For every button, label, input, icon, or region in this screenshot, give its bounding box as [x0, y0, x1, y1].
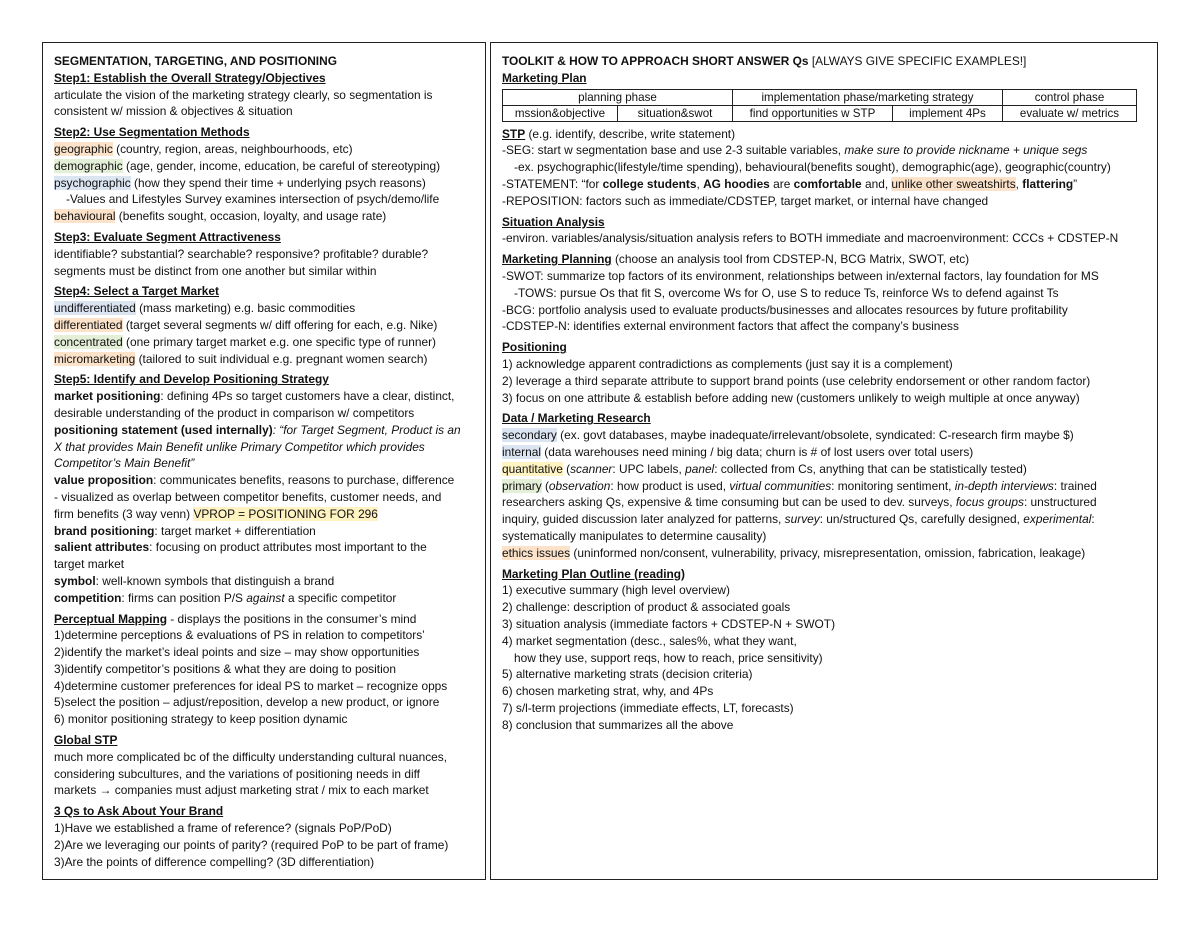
list-item: 1) acknowledge apparent contradictions as complements (just say it is a complement)	[502, 356, 953, 371]
target-micromarketing	[54, 351, 475, 368]
term-desc: a specific competitor	[284, 590, 397, 605]
positioning-statement	[54, 422, 475, 439]
research-primary-cont	[502, 511, 1147, 528]
right-panel	[490, 42, 1158, 880]
research-quantitative	[502, 461, 1147, 478]
text: :	[1091, 512, 1095, 527]
term-behavioural: behavioural	[54, 209, 116, 224]
term-desc: : focusing on product attributes most important to the	[149, 540, 427, 555]
list-item: 4) market segmentation (desc., sales%, what they want,	[502, 633, 797, 648]
planning-line: -SWOT: summarize top factors of its environment, relationships between in/external factors, lay foundation for MS	[502, 268, 1099, 283]
term-primary: primary	[502, 478, 542, 493]
list-item: 3)identify competitor’s positions & what they are doing to position	[54, 661, 396, 676]
vprop-highlight: VPROP = POSITIONING FOR 296	[193, 506, 378, 521]
segmentation-geographic	[54, 141, 475, 158]
list-item: 1) executive summary (high level overview)	[502, 583, 730, 598]
research-primary	[502, 478, 1147, 495]
marketing-plan-table	[502, 89, 1137, 122]
research-ethics	[502, 545, 1147, 562]
heading-desc: - displays the positions in the consumer’s mind	[166, 611, 417, 626]
positioning-heading: Positioning	[502, 340, 567, 355]
step3-heading: Step3: Evaluate Segment Attractiveness	[54, 229, 281, 244]
segmentation-demographic	[54, 158, 475, 175]
term-demographic: demographic	[54, 158, 123, 173]
heading-desc: (e.g. identify, describe, write statement)	[525, 126, 736, 141]
term: value proposition	[54, 473, 154, 488]
positioning-statement-cont: X that provides Main Benefit unlike Primary Competitor which provides	[54, 439, 425, 454]
planning-line: -BCG: portfolio analysis used to evaluate products/businesses and allocates resources by future profitability	[502, 302, 1068, 317]
table-cell: planning phase	[503, 89, 733, 105]
title-note: [ALWAYS GIVE SPECIFIC EXAMPLES!]	[808, 54, 1027, 68]
term: symbol	[54, 573, 96, 588]
list-item: 2) leverage a third separate attribute to support brand points (use celebrity endorsement or other random factor)	[502, 373, 1091, 388]
marketing-planning-heading	[502, 251, 1147, 268]
term-desc: (target several segments w/ diff offering for each, e.g. Nike)	[122, 317, 438, 332]
text: ,	[1015, 176, 1023, 191]
market-positioning	[54, 388, 475, 405]
heading-desc: (choose an analysis tool from CDSTEP-N, BCG Matrix, SWOT, etc)	[611, 252, 970, 267]
text: observation	[548, 478, 611, 493]
target-undifferentiated	[54, 300, 475, 317]
positioning-statement-cont: Competitor’s Main Benefit”	[54, 456, 195, 471]
heading: Marketing Planning	[502, 252, 612, 267]
text: focus groups	[955, 495, 1024, 510]
text: : collected from Cs, anything that can be statistically tested)	[714, 461, 1027, 476]
term-desc: (how they spend their time + underlying psych reasons)	[130, 175, 426, 190]
value-proposition	[54, 472, 475, 489]
text: (	[562, 461, 571, 476]
term-differentiated: differentiated	[54, 317, 123, 332]
left-title: SEGMENTATION, TARGETING, AND POSITIONING	[54, 54, 337, 68]
research-secondary	[502, 427, 1147, 444]
target-differentiated	[54, 317, 475, 334]
text: -SEG: start w segmentation base and use 2-3 suitable variables,	[502, 143, 845, 158]
text: are	[769, 176, 794, 191]
text: survey	[784, 512, 820, 527]
stp-seg	[502, 142, 1147, 159]
term-micromarketing: micromarketing	[54, 351, 136, 366]
term-psychographic: psychographic	[54, 175, 131, 190]
table-cell: mssion&objective	[503, 105, 618, 121]
vals-note: -Values and Lifestyles Survey examines intersection of psych/demo/life	[66, 192, 440, 207]
list-item: how they use, support reqs, how to reach, price sensitivity)	[514, 650, 823, 665]
text: virtual communities	[729, 478, 832, 493]
list-item: 8) conclusion that summarizes all the above	[502, 717, 734, 732]
term-desc: (uninformed non/consent, vulnerability, privacy, misrepresentation, omission, fabrication, leakage)	[570, 545, 1086, 560]
term-desc: (tailored to suit individual e.g. pregnant women search)	[135, 351, 428, 366]
text: ”	[1073, 176, 1078, 191]
value-proposition-cont: - visualized as overlap between competitor benefits, customer needs, and	[54, 489, 442, 504]
global-stp-heading: Global STP	[54, 733, 118, 748]
list-item: 4)determine customer preferences for ideal PS to market – recognize opps	[54, 678, 448, 693]
term-internal: internal	[502, 444, 541, 459]
term-desc: (mass marketing) e.g. basic commodities	[135, 301, 356, 316]
term-concentrated: concentrated	[54, 334, 123, 349]
list-item: 5)select the position – adjust/reposition, develop a new product, or ignore	[54, 695, 440, 710]
text: : UPC labels,	[612, 461, 686, 476]
value-proposition-cont	[54, 506, 475, 523]
term-desc: (country, region, areas, neighbourhoods, etc)	[112, 141, 353, 156]
global-stp-line: much more complicated bc of the difficulty understanding cultural nuances,	[54, 749, 448, 764]
text: : monitoring sentiment,	[831, 478, 955, 493]
step4-heading: Step4: Select a Target Market	[54, 284, 219, 299]
research-heading: Data / Marketing Research	[502, 411, 651, 426]
list-item: 7) s/l-term projections (immediate effects, LT, forecasts)	[502, 700, 794, 715]
term-desc: : well-known symbols that distinguish a brand	[95, 573, 335, 588]
list-item: 6) chosen marketing strat, why, and 4Ps	[502, 684, 714, 699]
salient-attributes	[54, 539, 475, 556]
term-desc: : “for Target Segment, Product is an	[272, 422, 461, 437]
global-stp-line: markets → companies must adjust marketing strat / mix to each market	[54, 783, 429, 798]
text: : unstructured	[1023, 495, 1097, 510]
text-highlight: unlike other sweatshirts	[891, 176, 1016, 191]
text: scanner	[570, 461, 613, 476]
table-cell: implementation phase/marketing strategy	[733, 89, 1003, 105]
stp-statement	[502, 176, 1147, 193]
text: (	[541, 478, 549, 493]
text: ,	[696, 176, 704, 191]
perceptual-mapping-heading	[54, 611, 475, 628]
salient-attributes-cont: target market	[54, 557, 125, 572]
outline-heading: Marketing Plan Outline (reading)	[502, 566, 686, 581]
research-internal	[502, 444, 1147, 461]
right-title	[502, 53, 1147, 70]
text: -STATEMENT: “for	[502, 176, 603, 191]
step1-line: consistent w/ mission & objectives & situation	[54, 104, 293, 119]
term-desc: (data warehouses need mining / big data; churn is # of lost users over total users)	[541, 444, 974, 459]
list-item: 3) focus on one attribute & establish before adding new (customers unlikely to weigh multiple at once anyway)	[502, 390, 1080, 405]
planning-line: -CDSTEP-N: identifies external environment factors that affect the company’s business	[502, 319, 959, 334]
term-quantitative: quantitative	[502, 461, 563, 476]
table-cell: find opportunities w STP	[733, 105, 893, 121]
stp-heading	[502, 126, 1147, 143]
list-item: 3) situation analysis (immediate factors + CDSTEP-N + SWOT)	[502, 616, 836, 631]
text: comfortable	[793, 176, 862, 191]
term-ethics: ethics issues	[502, 545, 571, 560]
text: in-depth interviews	[954, 478, 1054, 493]
term: brand positioning	[54, 523, 155, 538]
text: and,	[861, 176, 892, 191]
term: competition	[54, 590, 122, 605]
heading: Perceptual Mapping	[54, 611, 167, 626]
list-item: 1)Have we established a frame of reference? (signals PoP/PoD)	[54, 821, 392, 836]
target-concentrated	[54, 334, 475, 351]
segmentation-psychographic	[54, 175, 475, 192]
marketing-plan-heading: Marketing Plan	[502, 70, 587, 85]
text: panel	[685, 461, 715, 476]
brand-questions-heading: 3 Qs to Ask About Your Brand	[54, 804, 224, 819]
table-cell: control phase	[1003, 89, 1137, 105]
term-geographic: geographic	[54, 141, 113, 156]
competition	[54, 590, 475, 607]
text: inquiry, guided discussion later analyzed for patterns,	[502, 512, 785, 527]
stp-reposition: -REPOSITION: factors such as immediate/CDSTEP, target market, or internal have changed	[502, 193, 989, 208]
text: : un/structured Qs, carefully designed,	[819, 512, 1024, 527]
term-desc: against	[246, 590, 285, 605]
term-secondary: secondary	[502, 428, 557, 443]
list-item: 5) alternative marketing strats (decision criteria)	[502, 667, 753, 682]
list-item: 6) monitor positioning strategy to keep position dynamic	[54, 712, 348, 727]
text: researchers asking Qs, expensive & time consuming but can be used to dev. surveys,	[502, 495, 956, 510]
title: TOOLKIT & HOW TO APPROACH SHORT ANSWER Qs	[502, 54, 809, 68]
situation-analysis-heading: Situation Analysis	[502, 214, 605, 229]
table-row	[503, 89, 1137, 105]
step1-heading: Step1: Establish the Overall Strategy/Objectives	[54, 70, 326, 85]
step2-heading: Step2: Use Segmentation Methods	[54, 125, 250, 140]
left-panel	[42, 42, 486, 880]
situation-analysis-line: -environ. variables/analysis/situation analysis refers to BOTH immediate and macroenvironment: CCCs + CDSTEP-N	[502, 231, 1119, 246]
global-stp-line: considering subcultures, and the variations of positioning needs in diff	[54, 766, 420, 781]
term-desc: (benefits sought, occasion, loyalty, and usage rate)	[115, 209, 387, 224]
term-desc: (one primary target market e.g. one specific type of runner)	[122, 334, 437, 349]
research-primary-cont	[502, 494, 1147, 511]
term: positioning statement (used internally)	[54, 422, 273, 437]
table-row	[503, 105, 1137, 121]
text: make sure to provide nickname + unique segs	[844, 143, 1088, 158]
table-cell: situation&swot	[618, 105, 733, 121]
term-desc: : communicates benefits, reasons to purchase, difference	[153, 473, 455, 488]
step3-line: segments must be distinct from one another but similar within	[54, 263, 377, 278]
table-cell: evaluate w/ metrics	[1003, 105, 1137, 121]
segmentation-behavioural	[54, 208, 475, 225]
research-primary-cont: systematically manipulates to determine causality)	[502, 528, 767, 543]
list-item: 1)determine perceptions & evaluations of PS in relation to competitors’	[54, 628, 425, 643]
step5-heading: Step5: Identify and Develop Positioning Strategy	[54, 372, 329, 387]
text: AG hoodies	[703, 176, 770, 191]
list-item: 2)Are we leveraging our points of parity? (required PoP to be part of frame)	[54, 837, 449, 852]
text: experimental	[1023, 512, 1092, 527]
term-desc: firm benefits (3 way venn)	[54, 506, 194, 521]
term-desc: (ex. govt databases, maybe inadequate/irrelevant/obsolete, syndicated: C-research firm maybe $)	[556, 428, 1074, 443]
text: college students	[602, 176, 697, 191]
term: market positioning	[54, 389, 161, 404]
term-undifferentiated: undifferentiated	[54, 301, 136, 316]
step3-line: identifiable? substantial? searchable? responsive? profitable? durable?	[54, 246, 429, 261]
list-item: 2)identify the market’s ideal points and size – may show opportunities	[54, 645, 420, 660]
term: salient attributes	[54, 540, 150, 555]
symbol	[54, 573, 475, 590]
term-desc: (age, gender, income, education, be careful of stereotyping)	[122, 158, 441, 173]
list-item: 2) challenge: description of product & associated goals	[502, 600, 791, 615]
term-desc: : defining 4Ps so target customers have a clear, distinct,	[160, 389, 455, 404]
heading: STP	[502, 126, 526, 141]
market-positioning-cont: desirable understanding of the product in comparison w/ competitors	[54, 405, 415, 420]
text: : how product is used,	[610, 478, 730, 493]
planning-line: -TOWS: pursue Os that fit S, overcome Ws for O, use S to reduce Ts, reinforce Ws to defend against Ts	[514, 285, 1059, 300]
term-desc: : firms can position P/S	[121, 590, 247, 605]
stp-example: -ex. psychographic(lifestyle/time spending), behavioural(benefits sought), demographic(age), geographic(country)	[514, 160, 1111, 175]
list-item: 3)Are the points of difference compelling? (3D differentiation)	[54, 854, 375, 869]
table-cell: implement 4Ps	[893, 105, 1003, 121]
step1-line: articulate the vision of the marketing strategy clearly, so segmentation is	[54, 87, 433, 102]
term-desc: : target market + differentiation	[154, 523, 316, 538]
brand-positioning	[54, 523, 475, 540]
text: flattering	[1022, 176, 1074, 191]
text: : trained	[1053, 478, 1097, 493]
